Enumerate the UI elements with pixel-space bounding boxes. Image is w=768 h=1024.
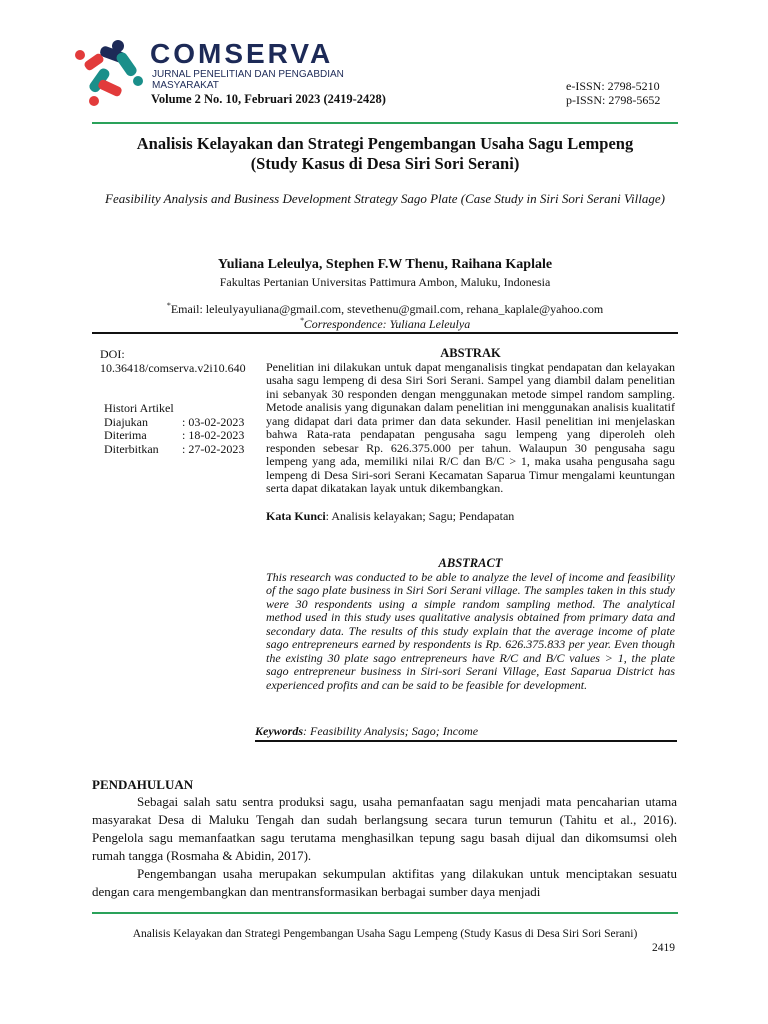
abstract-text: This research was conducted to be able to analyze the level of income and feasibility of the sago plate business in Siri Sori Serani village. The samples taken in this study were 30 respondents using a simple random sampling method. The analytical method used in this study uses qualitative analysis obtained from primary data and secondary data. The results of this study explain that the average income of plate sago entrepreneurs earned by respondents is Rp. 626.375.833 per year. Even though the existing 30 plate sago entrepreneurs have R/C and B/C values > 1, the plate sago entrepreneur business in Siri-sori Serani Village, East Saparua District has experienced profits and can be said to be feasible for development.: [266, 569, 675, 692]
keywords-value: : Feasibility Analysis; Sago; Income: [303, 724, 479, 738]
header-divider: [92, 122, 678, 124]
history-label: Diterbitkan: [104, 441, 159, 456]
abstrak-block: [266, 347, 675, 523]
section-heading: PENDAHULUAN: [92, 777, 194, 792]
abstract-block: [266, 557, 675, 692]
issn-block: [566, 79, 660, 107]
logo-people-icon: [72, 37, 147, 107]
brand-subtitle-line2: MASYARAKAT: [152, 80, 219, 91]
abstrak-heading: ABSTRAK: [440, 346, 501, 360]
kata-kunci: [266, 510, 675, 524]
email-text: Email: leleulyayuliana@gmail.com, stevethenu@gmail.com, rehana_kaplale@yahoo.com: [170, 302, 604, 316]
abstract-heading: ABSTRACT: [438, 556, 503, 570]
history-value: : 18-02-2023: [182, 428, 245, 442]
volume-info: Volume 2 No. 10, Februari 2023 (2419-2428): [151, 92, 386, 106]
running-title: Analisis Kelayakan dan Strategi Pengembangan Usaha Sagu Lempeng (Study Kasus di Desa Siri Sori Serani): [132, 928, 638, 940]
history-title: Histori Artikel: [104, 401, 174, 415]
doi-value: 10.36418/comserva.v2i10.640: [100, 360, 246, 375]
article-title: [80, 134, 690, 174]
correspondence-text: Correspondence: Yuliana Leleulya: [303, 317, 471, 331]
authors: Yuliana Leleulya, Stephen F.W Thenu, Raihana Kaplale: [217, 257, 553, 272]
title-line2: (Study Kasus di Desa Siri Sori Serani): [250, 154, 520, 173]
eissn: e-ISSN: 2798-5210: [566, 79, 660, 93]
abstract-top-rule: [92, 332, 678, 334]
history-value: : 27-02-2023: [182, 441, 245, 456]
footer-divider: [92, 912, 678, 914]
keywords-line: [255, 724, 478, 739]
pissn: p-ISSN: 2798-5652: [566, 93, 661, 107]
history-row: [100, 443, 260, 457]
page-number: 2419: [652, 942, 675, 954]
title-line1: Analisis Kelayakan dan Strategi Pengembangan Usaha Sagu Lempeng: [136, 134, 634, 153]
doi-label: DOI:: [100, 347, 125, 361]
history-value: : 03-02-2023: [182, 414, 245, 429]
article-title-english: Feasibility Analysis and Business Development Strategy Sago Plate (Case Study in Siri Sori Serani Village): [105, 191, 665, 206]
email-line: *Email: leleulyayuliana@gmail.com, stevethenu@gmail.com, rehana_kaplale@yahoo.com: [166, 301, 604, 316]
brand-name: COMSERVA: [150, 38, 334, 69]
keywords-label: Keywords: [255, 724, 303, 738]
history-row: [100, 416, 260, 430]
brand-subtitle-line1: JURNAL PENELITIAN DAN PENGABDIAN: [152, 69, 344, 80]
kata-kunci-label: Kata Kunci: [266, 508, 326, 523]
history-label: Diajukan: [104, 414, 148, 429]
body-paragraph-2: Pengembangan usaha merupakan sekumpulan aktifitas yang dilakukan untuk menciptakan sesuatu dengan cara mengembangkan dan mentransformasikan berbagai sumber daya menjadi: [92, 866, 677, 899]
history-label: Diterima: [104, 428, 147, 442]
abstrak-text: Penelitian ini dilakukan untuk dapat menganalisis tingkat pendapatan dan kelayakan usaha sagu lempeng di desa Siri Sori Serani. Sampel yang diambil dalam penelitian ini sebanyak 30 responden dengan menggunakan metode simpel random sampling. Metode analisis yang digunakan dalam penelitian ini menggunakan analisis kualitatif yang didapat dari data primer dan data sekunder. Hasil penelitian ini menjelaskan bahwa Rata-rata pendapatan pengusaha sagu lempeng yang diperoleh oleh responden sebesar Rp. 626.375.000 per tahun. Walaupun 30 pengusaha sagu lempeng yang ada, memiliki nilai R/C dan B/C > 1, maka usaha pengusaha sagu lempeng di Desa Siri-sori Serani Kecamatan Saparua Timur mengalami keuntungan serta dapat dikatakan layak untuk dikembangkan.: [266, 359, 675, 495]
article-info-sidebar: [100, 348, 260, 456]
affiliation: Fakultas Pertanian Universitas Pattimura Ambon, Maluku, Indonesia: [219, 275, 551, 289]
brand-subtitle: [152, 69, 382, 91]
abstract-bottom-rule: [255, 740, 677, 742]
kata-kunci-value: : Analisis kelayakan; Sagu; Pendapatan: [325, 508, 515, 523]
history-row: [100, 429, 260, 443]
body-paragraph-1: Sebagai salah satu sentra produksi sagu, usaha pemanfaatan sagu menjadi mata pencaharian utama masyarakat Desa di Maluku Tengah dan sudah berlangsung secara turun temurun (Tahitu et al., 2016). Pengelola sagu memanfaatkan sagu terutama menghasilkan tepung sagu basah dijual dan dikomsumsi oleh rumah tangga (Rosmaha & Abidin, 2017).: [92, 794, 677, 863]
correspondence-line: *Correspondence: Yuliana Leleulya: [299, 316, 471, 331]
